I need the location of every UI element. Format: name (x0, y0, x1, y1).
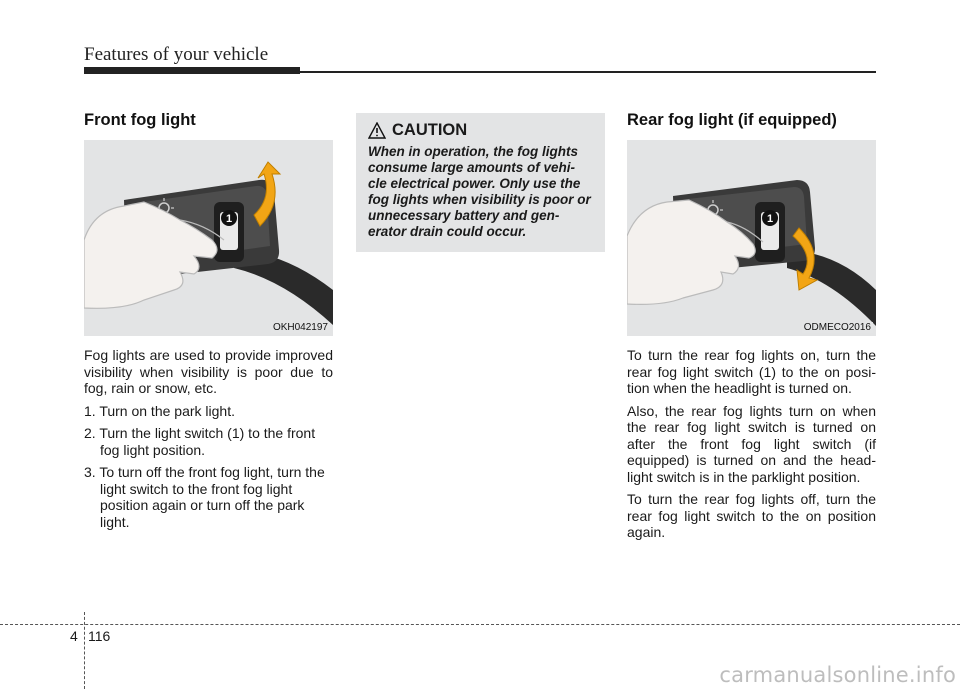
footer-dashed-rule (0, 624, 960, 625)
rear-figure-code: ODMECO2016 (803, 322, 871, 333)
caution-text: When in operation, the fog lights consume large amounts of vehi- cle electrical power. Only use the fog lights when visibility is poor or unnecessary battery and gen- erator drain could occur. (368, 144, 591, 239)
caution-heading (368, 121, 597, 140)
rear-switch-number-label: 1 (766, 213, 774, 225)
header-rule (300, 71, 876, 73)
header-bar (84, 67, 300, 74)
rear-fog-heading: Rear fog light (if equipped) (627, 111, 837, 129)
front-switch-number-label: 1 (225, 213, 233, 225)
page-header-title: Features of your vehicle (84, 44, 269, 65)
front-fog-step: 1. Turn on the park light. (84, 402, 235, 419)
page-number: 116 (88, 628, 111, 644)
front-fog-illustration (84, 140, 333, 336)
rear-fog-illustration (627, 140, 876, 336)
front-fog-intro: Fog lights are used to provide improved visibility when visibility is poor due to fog, rain or snow, etc. (84, 347, 333, 396)
caution-box (356, 113, 605, 252)
warning-triangle-icon (368, 122, 386, 139)
front-fog-steps (84, 403, 333, 531)
front-fog-body (84, 347, 333, 536)
rear-fog-figure (627, 140, 876, 336)
front-figure-code: OKH042197 (272, 322, 328, 333)
front-fog-figure (84, 140, 333, 336)
rear-fog-paragraph: To turn the rear fog lights off, turn the rear fog light switch to the on position again. (627, 491, 876, 540)
rear-fog-body (627, 347, 876, 547)
watermark: carmanualsonline.info (719, 663, 956, 687)
rear-fog-paragraph: To turn the rear fog lights on, turn the rear fog light switch (1) to the on posi- tion when the headlight is turned on. (627, 347, 876, 396)
front-fog-step: 2. Turn the light switch (1) to the front fog light position. (84, 425, 316, 458)
rear-fog-paragraph: Also, the rear fog lights turn on when the rear fog light switch is turned on after the front fog light switch (if equipped) is turned on and the head- light switch is in the parklight position. (627, 402, 876, 485)
front-fog-step: 3. To turn off the front fog light, turn the light switch to the front fog light position again or turn off the park light. (84, 464, 325, 530)
caution-title: CAUTION (392, 121, 468, 139)
footer-dashed-divider (84, 612, 85, 689)
chapter-number: 4 (70, 628, 78, 644)
front-fog-heading: Front fog light (84, 111, 196, 129)
